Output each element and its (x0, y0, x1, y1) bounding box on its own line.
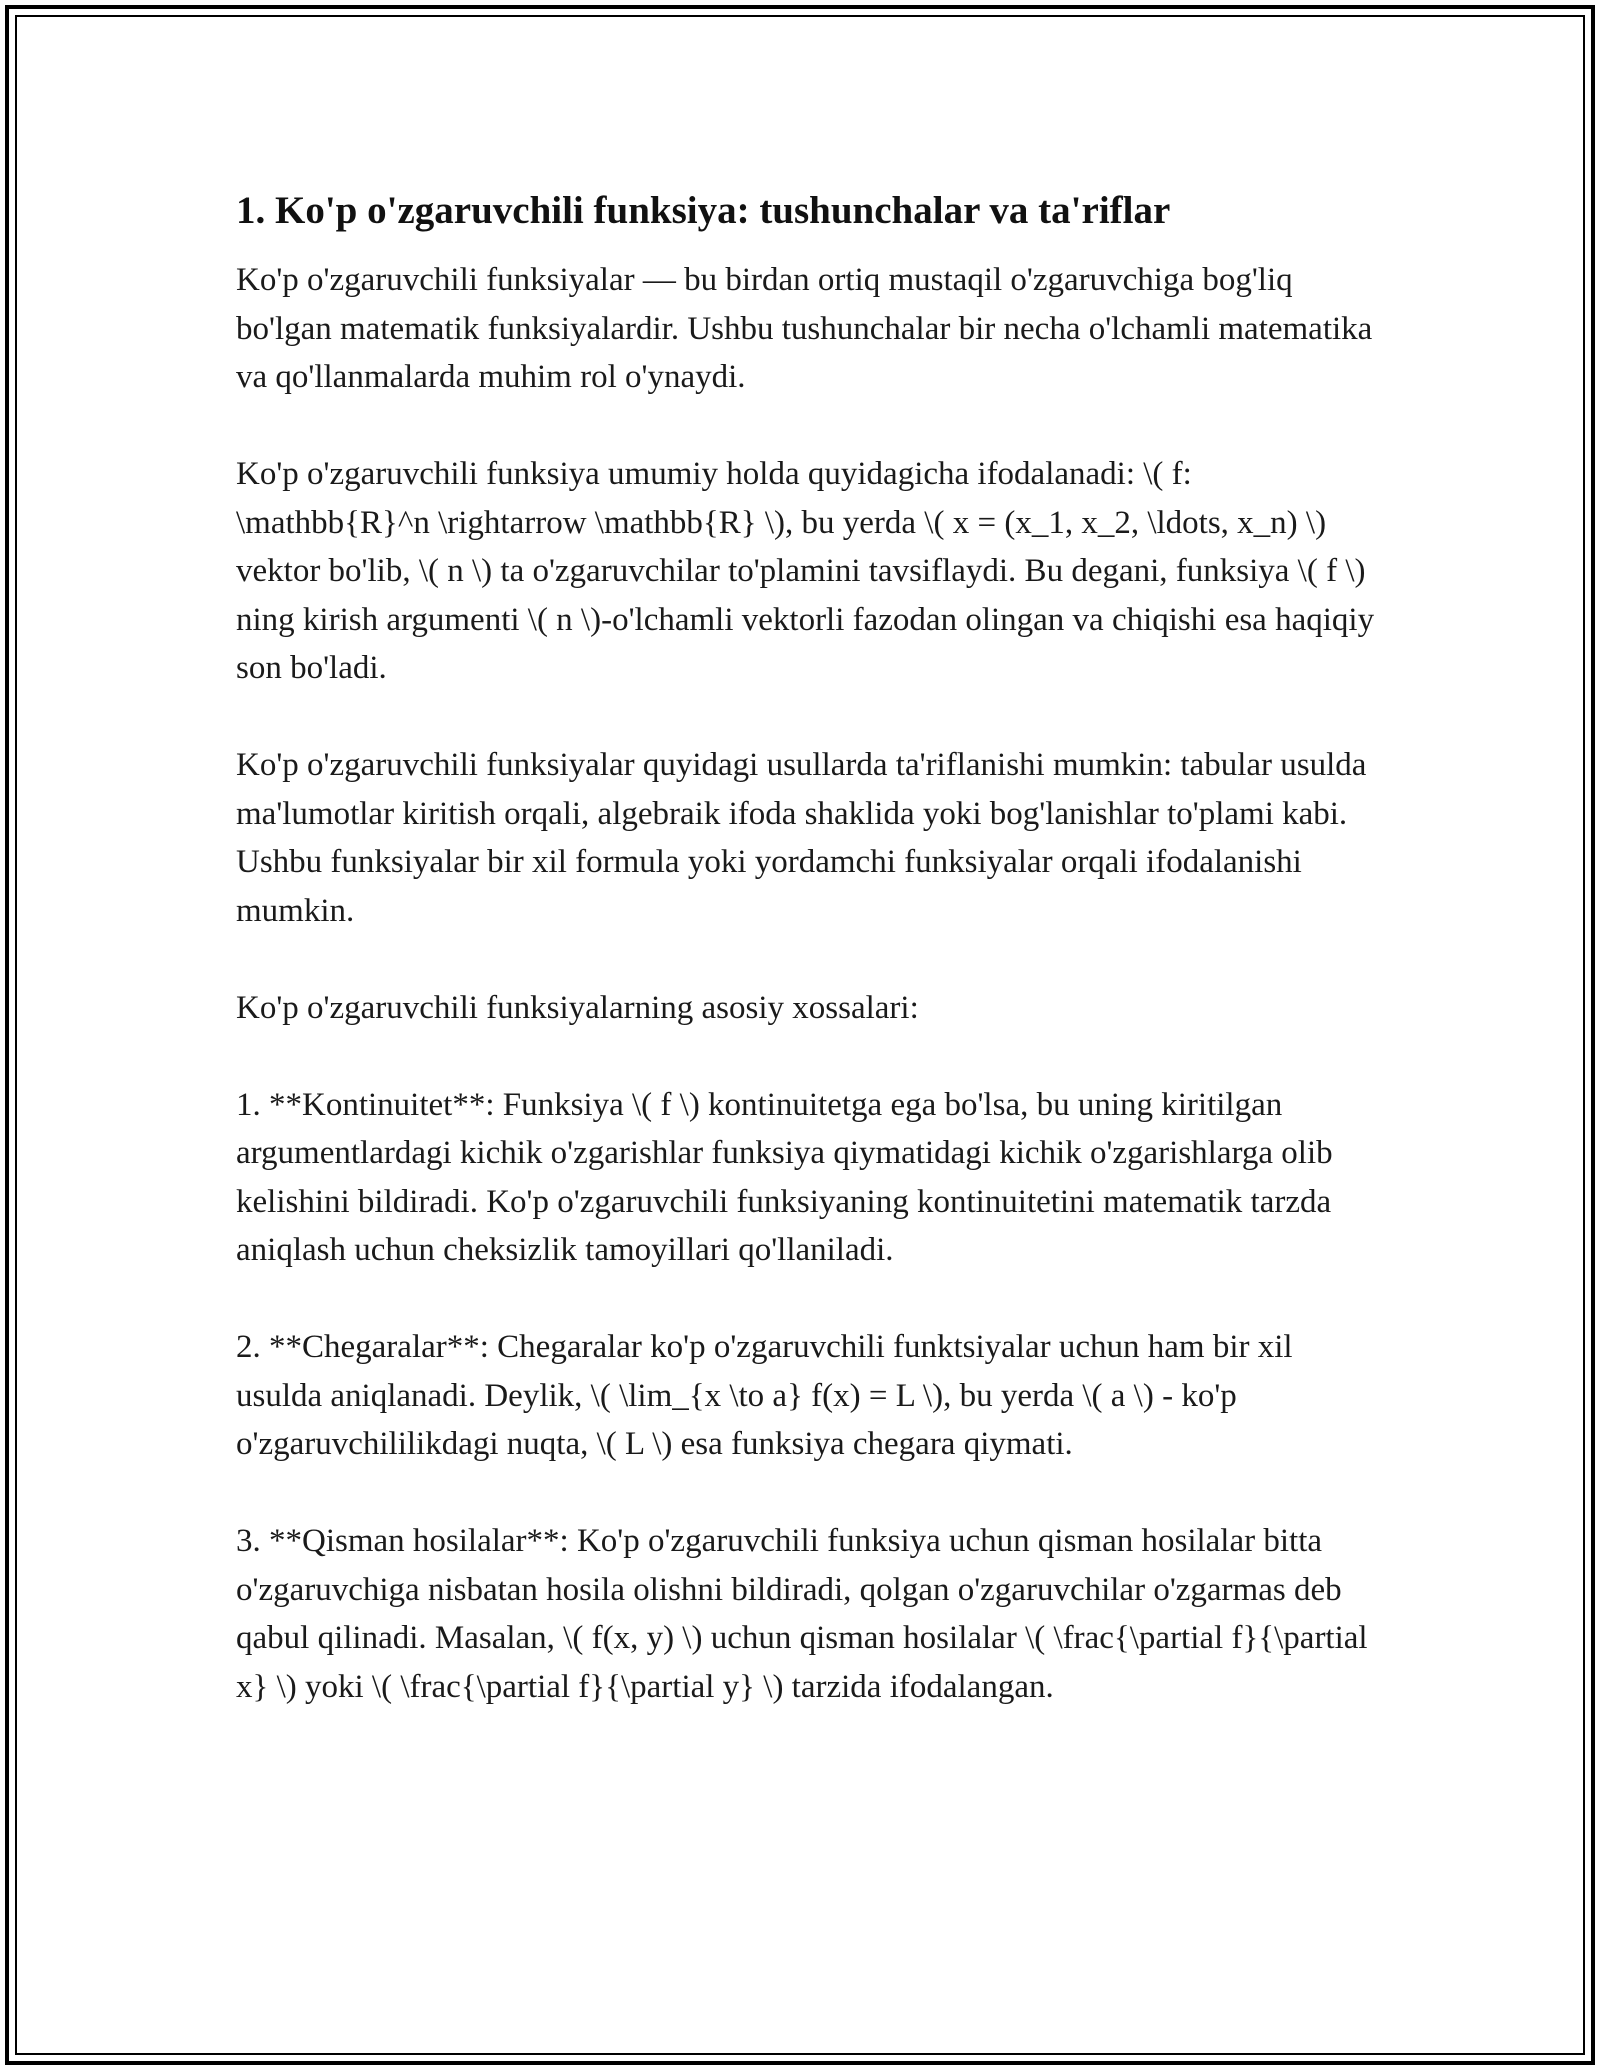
section-heading: 1. Ko'p o'zgaruvchili funksiya: tushunchalar va ta'riflar (236, 189, 1171, 232)
document-body (236, 186, 1376, 1760)
paragraph-properties-intro: Ko'p o'zgaruvchili funksiyalarning asosiy xossalari: (236, 989, 919, 1026)
paragraph-limits: 2. **Chegaralar**: Chegaralar ko'p o'zgaruvchili funktsiyalar uchun ham bir xil usulda aniqlanadi. Deylik, \( \lim_{x \to a} f(x) = L \), bu yerda \( a \) - ko'p o'zgaruvchililikdagi nuqta, \( L \) esa funksiya chegara qiymati. (236, 1329, 1293, 1462)
paragraph-definition: Ko'p o'zgaruvchili funksiya umumiy holda quyidagicha ifodalanadi: \( f: \mathbb{R}^n \rightarrow \mathbb{R} \), bu yerda \( x = (x_1, x_2, \ldots, x_n) \) vektor bo'lib, \( n \) ta o'zgaruvchilar to'plamini tavsiflaydi. Bu degani, funksiya \( f \) ning kirish argumenti \( n \)-o'lchamli vektorli fazodan olingan va chiqishi esa haqiqiy son bo'ladi. (236, 456, 1375, 686)
paragraph-continuity: 1. **Kontinuitet**: Funksiya \( f \) kontinuitetga ega bo'lsa, bu uning kiritilgan argumentlardagi kichik o'zgarishlar funksiya qiymatidagi kichik o'zgarishlarga olib kelishini bildiradi. Ko'p o'zgaruvchili funksiyaning kontinuitetini matematik tarzda aniqlash uchun cheksizlik tamoyillari qo'llaniladi. (236, 1086, 1333, 1268)
paragraph-intro: Ko'p o'zgaruvchili funksiyalar — bu birdan ortiq mustaqil o'zgaruvchiga bog'liq bo'lgan matematik funksiyalardir. Ushbu tushunchalar bir necha o'lchamli matematika va qo'llanmalarda muhim rol o'ynaydi. (236, 262, 1373, 395)
paragraph-partial-derivatives: 3. **Qisman hosilalar**: Ko'p o'zgaruvchili funksiya uchun qisman hosilalar bitta o'zgaruvchiga nisbatan hosila olishni bildiradi, qolgan o'zgaruvchilar o'zgarmas deb qabul qilinadi. Masalan, \( f(x, y) \) uchun qisman hosilalar \( \frac{\partial f}{\partial x} \) yoki \( \frac{\partial f}{\partial y} \) tarzida ifodalangan. (236, 1523, 1368, 1705)
paragraph-methods: Ko'p o'zgaruvchili funksiyalar quyidagi usullarda ta'riflanishi mumkin: tabular usulda ma'lumotlar kiritish orqali, algebraik ifoda shaklida yoki bog'lanishlar to'plami kabi. Ushbu funksiyalar bir xil formula yoki yordamchi funksiyalar orqali ifodalanishi mumkin. (236, 747, 1367, 929)
